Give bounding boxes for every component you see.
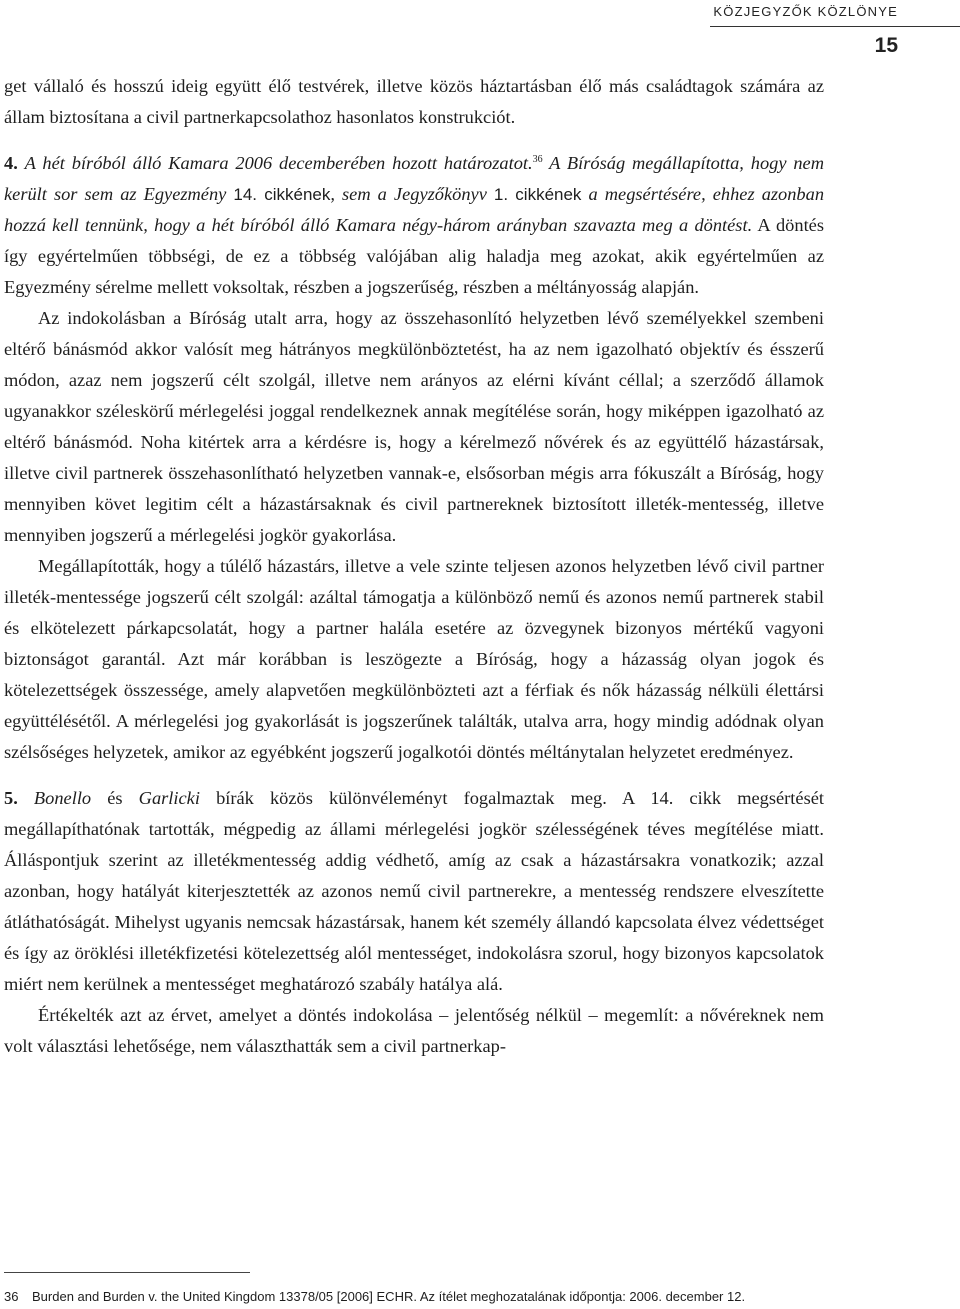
judge-name: Bonello [33, 788, 92, 808]
paragraph-reasoning [4, 303, 824, 551]
paragraph-text: bírák közös különvéleményt fogalmaztak meg. A 14. cikk megsértését megállapíthatónak tartották, mégpedig az állami mérlegelési jogkör szélességének téves megítélése miatt. Álláspontjuk szerint az illetékmentesség addig védhető, amíg az csak a házastársakra vonatkozik; azzal azonban, hogy hatályát kiterjesztették az azonos nemű civil partnerekre, a mentesség rendszere elveszítette átláthatóságát. Mihelyst ugyanis nemcsak házastársak, hanem két személy állandó kapcsolata élvez védettséget és így az öröklési illetékfizetési kötelezettség alól mentességet, indokolásra szorul, hogy bizonyos kapcsolatok miért nem kerülnek a mentességet meghatározó szabály hatálya alá. [4, 788, 825, 994]
paragraph-findings [4, 551, 824, 768]
italic-summary-a: A hét bíróból álló Kamara 2006 decemberében hozott határozatot. [24, 153, 533, 173]
paragraph-text: Megállapították, hogy a túlélő házastárs, illetve a vele szinte teljesen azonos helyzetben lévő civil partner illeték-mentessége jogszerű célt szolgál: azáltal támogatja a különböző nemű és azonos nemű partnerek stabil és elkötelezett párkapcsolatát, hogy a partner halála esetére az özvegynek bizonyos mértékű vagyoni biztonságot garantál. Azt már korábban is leszögezte a Bíróság, hogy a házasság olyan jogok és kötelezettségek összessége, amely alapvetően megkülönbözteti azt a férfiak és nők házasság nélküli élettársi együttélésétől. A mérlegelési jog gyakorlását is jogszerűnek találták, utalva arra, hogy mindig adódnak olyan szélsőséges helyzetek, amikor az egyébként jogszerű jogalkotói döntés méltánytalan helyzetet eredményez. [4, 556, 824, 762]
footnote-reference[interactable]: 36 [532, 154, 543, 165]
section-number: 4. [4, 153, 18, 173]
running-head: KÖZJEGYZŐK KÖZLÖNYE [713, 4, 898, 19]
section-5-paragraph [4, 783, 824, 1000]
footnote-number: 36 [4, 1289, 19, 1304]
paragraph-continuation [4, 71, 824, 133]
article-ref-b: 1. cikkének [493, 185, 582, 204]
paragraph-text: Az indokolásban a Bíróság utalt arra, hogy az összehasonlító helyzetben lévő személyekkel szembeni eltérő bánásmód akkor valósít meg hátrányos megkülönböztetést, ha az nem igazolható objektív és ésszerű módon, azaz nem jogszerű célt szolgál, illetve nem arányos az elérni kívánt céllal; a szerződő államok ugyanakkor széleskörű mérlegelési joggal rendelkeznek annak megítélése során, hogy miképpen igazolható az eltérő bánásmód. Noha kitértek arra a kérdésre is, hogy a kérelmező nővérek és az együttélő házastársak, illetve civil partnerek összehasonlítható helyzetben vannak-e, elsősorban mégis arra fókuszált a Bíróság, hogy mennyiben követ legitim célt a házastársaknak és civil partnereknek biztosított illeték-mentesség, illetve mennyiben jogszerű a mérlegelési jogkör gyakorlása. [4, 308, 824, 545]
conjunction: és [91, 788, 139, 808]
article-ref-a: 14. cikkének [233, 185, 331, 204]
footnote-text: Burden and Burden v. the United Kingdom 13378/05 [2006] ECHR. Az ítélet meghozatalának időpontja: 2006. december 12. [32, 1289, 746, 1304]
section-4-paragraph [4, 148, 824, 303]
paragraph-argument [4, 1000, 824, 1062]
page-number: 15 [874, 34, 898, 57]
paragraph-text: A döntés így egyértelműen többségi, de ez a többség valójában alig haladja meg azokat, akik egyértelműen az Egyezmény sérelme mellett voksoltak, részben a jogszerűség, részben a méltányosság alapján. [4, 215, 824, 297]
italic-summary-b: A Bíróság megállapította, hogy nem került sor sem az Egyezmény [4, 153, 824, 204]
italic-summary-d: a megsértésére, ehhez azonban hozzá kell tennünk, hogy a hét bíróból álló Kamara négy-három arányban szavazta meg a döntést. [4, 184, 825, 235]
paragraph-text: Értékelték azt az érvet, amelyet a döntés indokolása – jelentőség nélkül – megemlít: a nővéreknek nem volt választási lehetősége, nem választhatták sem a civil partnerkap- [4, 1005, 824, 1056]
judge-name: Garlicki [138, 788, 200, 808]
body-text [4, 71, 824, 1062]
italic-summary-c: , sem a Jegyzőkönyv [330, 184, 494, 204]
footnote [4, 1289, 854, 1305]
header-rule [710, 26, 960, 27]
footnote-rule [4, 1272, 250, 1273]
paragraph-text: get vállaló és hosszú ideig együtt élő testvérek, illetve közös háztartásban élő más családtagok számára az állam biztosítana a civil partnerkapcsolathoz hasonlatos konstrukciót. [4, 76, 824, 127]
section-number: 5. [4, 788, 18, 808]
